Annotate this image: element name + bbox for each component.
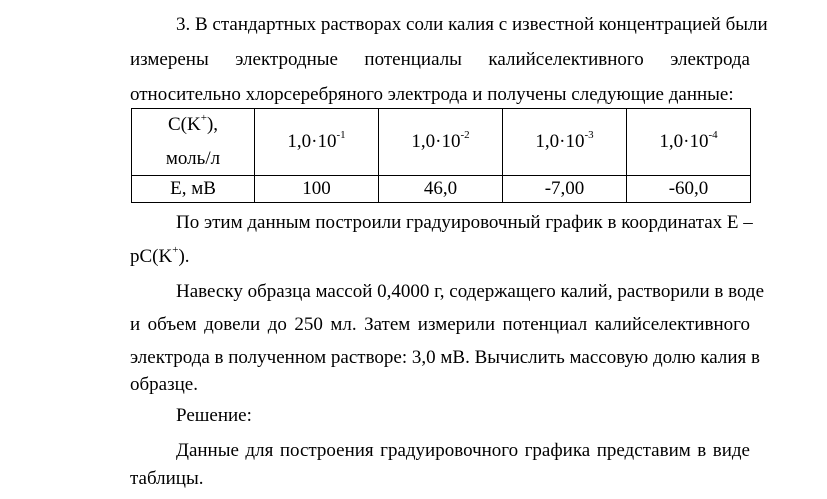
table-header-potential: E, мВ [132,176,255,203]
table-cell-concentration: $1,0\cdot 10^{-4}$ [627,109,751,176]
problem-line-2: измерены электродные потенциалы калийселективного электрода [130,49,750,70]
calibration-data-table [131,108,751,203]
paragraph-1-line-2: pC(K+). [130,243,190,267]
table-cell-potential: 100 [255,176,379,203]
table-cell-concentration: $1,0\cdot 10^{-2}$ [379,109,503,176]
problem-line-1: 3. В стандартных растворах соли калия с известной концентрацией были [176,14,768,35]
solution-line-1: Данные для построения градуировочного графика представим в виде [176,440,750,461]
solution-heading: Решение: [176,405,252,426]
paragraph-2-line-1: Навеску образца массой 0,4000 г, содержащего калий, растворили в воде [176,281,765,302]
paragraph-1-line-1: По этим данным построили градуировочный график в координатах E – [176,212,753,233]
table-row-concentration [132,109,751,176]
concentration-unit: моль/л [165,148,221,169]
solution-line-2: таблицы. [130,468,204,489]
table-cell-concentration: $1,0\cdot 10^{-1}$ [255,109,379,176]
paragraph-2-line-4: образце. [130,374,198,395]
table-cell-concentration: $1,0\cdot 10^{-3}$ [503,109,627,176]
concentration-label: C(K+), [167,111,219,135]
table-header-concentration [132,109,255,176]
table-cell-potential: 46,0 [379,176,503,203]
paragraph-2-line-2: и объем довели до 250 мл. Затем измерили потенциал калийселективного [130,314,750,335]
table-row-potential [132,176,751,203]
problem-line-3: относительно хлорсеребряного электрода и получены следующие данные: [130,84,734,105]
table-cell-potential: -7,00 [503,176,627,203]
paragraph-2-line-3: электрода в полученном растворе: 3,0 мВ. Вычислить массовую долю калия в [130,347,760,368]
table-cell-potential: -60,0 [627,176,751,203]
